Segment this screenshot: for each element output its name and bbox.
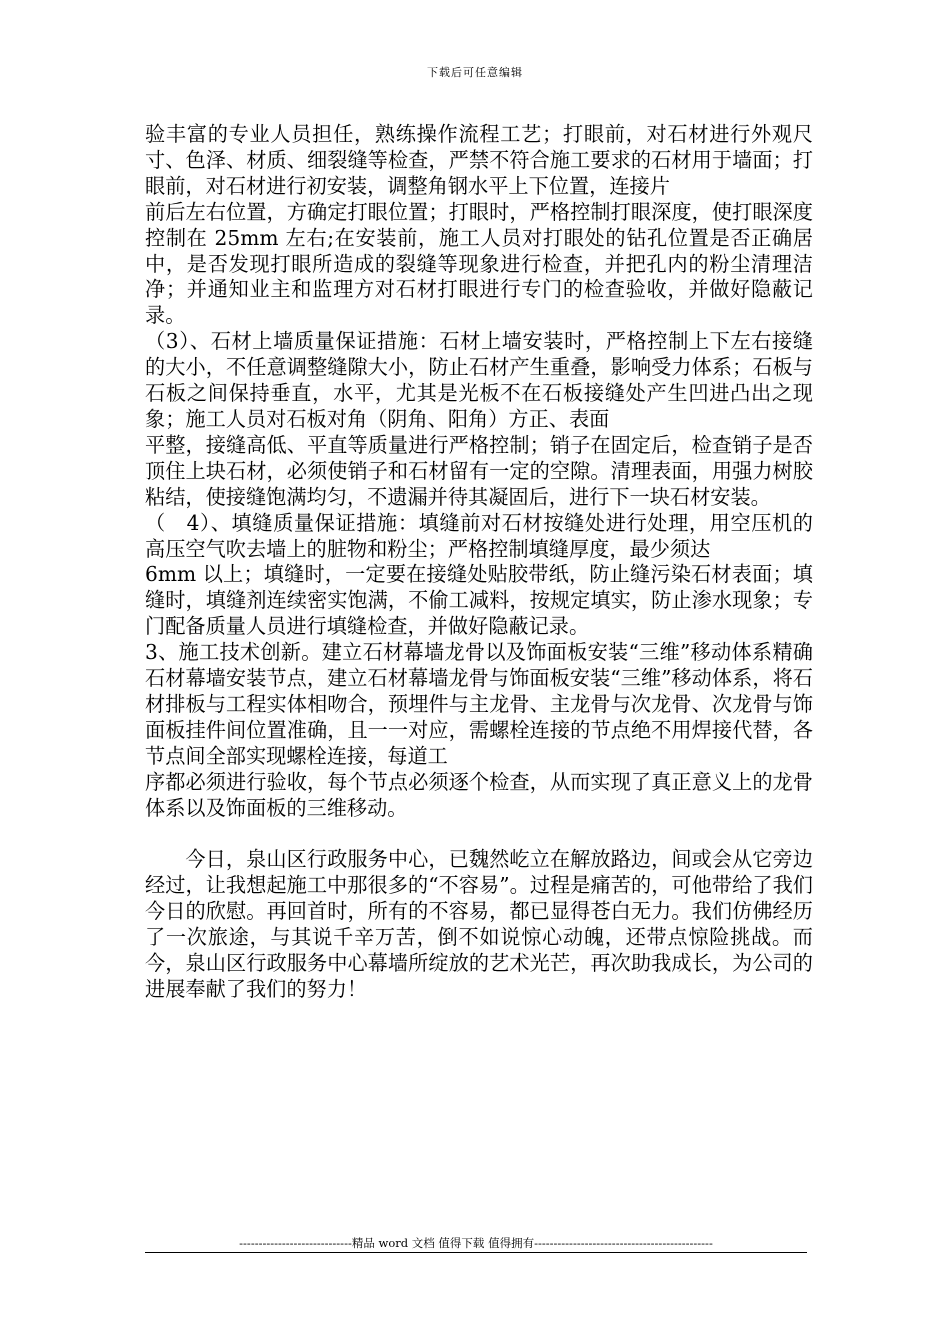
blank-line bbox=[145, 821, 813, 847]
paragraph-3: （3）、石材上墙质量保证措施：石材上墙安装时，严格控制上下左右接缝的大小，不任意调整缝隙大小，防止石材产生重叠，影响受力体系；石板与石板之间保持垂直，水平，尤其是光板不在石板接缝处产生凹进凸出之现象；施工人员对石板对角（阴角、阳角）方正、表面 bbox=[145, 329, 813, 431]
paragraph-2: 前后左右位置，方确定打眼位置；打眼时，严格控制打眼深度，使打眼深度控制在 25mm 左右;在安装前，施工人员对打眼处的钻孔位置是否正确居中，是否发现打眼所造成的裂缝等现象进行检查，并把孔内的粉尘清理洁净；并通知业主和监理方对石材打眼进行专门的检查验收，并做好隐蔽记录。 bbox=[145, 199, 813, 328]
page-header-note: 下载后可任意编辑 bbox=[427, 66, 523, 79]
paragraph-7: 3、施工技术创新。建立石材幕墙龙骨以及饰面板安装“三维”移动体系精确石材幕墙安装节点，建立石材幕墙龙骨与饰面板安装“三维”移动体系，将石材排板与工程实体相吻合，预埋件与主龙骨、主龙骨与次龙骨、次龙骨与饰面板挂件间位置准确，且一一对应，需螺栓连接的节点绝不用焊接代替，各节点间全部实现螺栓连接，每道工 bbox=[145, 640, 813, 768]
paragraph-5: （ 4）、填缝质量保证措施：填缝前对石材按缝处进行处理，用空压机的高压空气吹去墙上的脏物和粉尘；严格控制填缝厚度，最少须达 bbox=[145, 510, 813, 561]
paragraph-4: 平整，接缝高低、平直等质量进行严格控制；销子在固定后，检查销子是否顶住上块石材，必须使销子和石材留有一定的空隙。清理表面，用强力树胶粘结，使接缝饱满均匀，不遗漏并待其凝固后，进行下一块石材安装。 bbox=[145, 432, 813, 509]
document-body bbox=[145, 122, 813, 1003]
paragraph-6: 6mm 以上；填缝时，一定要在接缝处贴胶带纸，防止缝污染石材表面；填缝时，填缝剂连续密实饱满，不偷工减料，按规定填实，防止渗水现象；专门配备质量人员进行填缝检查，并做好隐蔽记录。 bbox=[145, 562, 813, 639]
paragraph-1: 验丰富的专业人员担任，熟练操作流程工艺；打眼前，对石材进行外观尺寸、色泽、材质、细裂缝等检查，严禁不符合施工要求的石材用于墙面；打眼前，对石材进行初安装，调整角钢水平上下位置，连接片 bbox=[145, 122, 813, 198]
footer-divider bbox=[145, 1252, 807, 1253]
paragraph-9: 今日，泉山区行政服务中心，已魏然屹立在解放路边，间或会从它旁边经过，让我想起施工中那很多的“不容易”。过程是痛苦的，可他带给了我们今日的欣慰。再回首时，所有的不容易，都已显得苍白无力。我们仿佛经历了一次旅途，与其说千辛万苦，倒不如说惊心动魄，还带点惊险挑战。而今，泉山区行政服务中心幕墙所绽放的艺术光芒，再次助我成长，为公司的进展奉献了我们的努力！ bbox=[145, 847, 813, 1001]
page-footer-note: -----------------------------精品 word 文档 值得下载 值得拥有---------------------------------------------- bbox=[239, 1236, 713, 1250]
paragraph-8: 序都必须进行验收，每个节点必须逐个检查，从而实现了真正意义上的龙骨体系以及饰面板的三维移动。 bbox=[145, 769, 813, 820]
